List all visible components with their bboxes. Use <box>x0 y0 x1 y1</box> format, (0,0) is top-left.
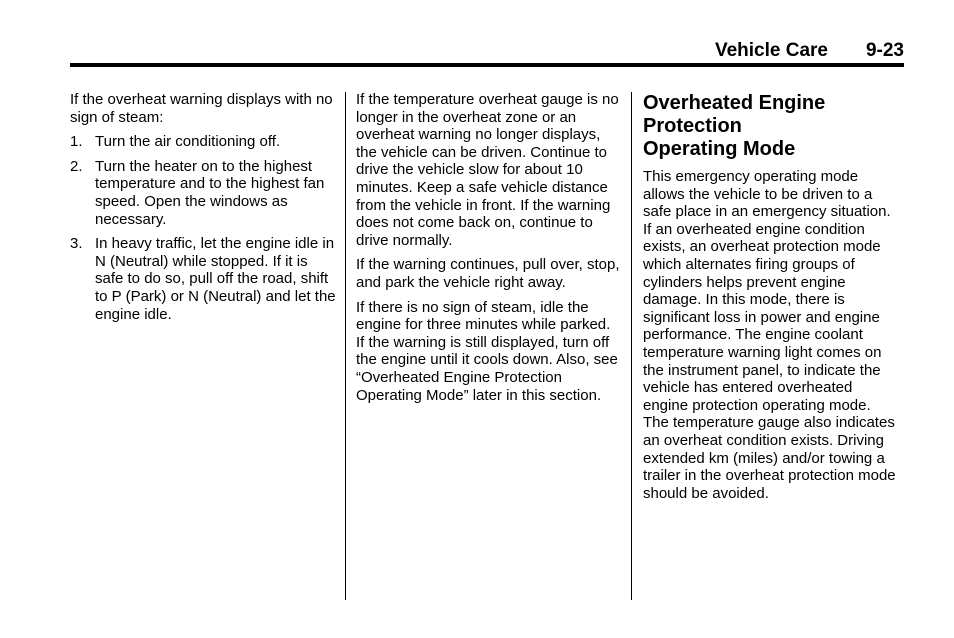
list-item <box>70 235 338 323</box>
page-header <box>70 38 904 64</box>
heading-line: Protection <box>643 115 742 137</box>
steps-list <box>70 133 338 323</box>
step-number: 3. <box>70 235 83 253</box>
paragraph: If there is no sign of steam, idle the engine for three minutes while parked. If the warning is still displayed, turn off the engine until it cools down. Also, see “Overheated Engine Protection Operating Mode” later in this section. <box>356 298 618 404</box>
step-number: 2. <box>70 157 83 175</box>
section-title: Vehicle Care <box>714 40 828 61</box>
list-item <box>70 158 338 228</box>
paragraph: If the temperature overheat gauge is no longer in the overheat zone or an overheat warning no longer displays, the vehicle can be driven. Continue to drive the vehicle slow for about 10 minutes. Keep a safe vehicle distance from the vehicle in front. If the warning does not come back on, continue to drive normally. <box>356 91 619 249</box>
column-divider <box>631 92 632 600</box>
column-right <box>643 91 899 509</box>
step-text: Turn the heater on to the highest temperature and to the highest fan speed. Open the windows as necessary. <box>95 157 325 228</box>
header-rule <box>70 63 904 67</box>
list-item <box>70 133 338 151</box>
column-middle <box>356 91 620 411</box>
step-number: 1. <box>70 133 83 151</box>
heading-line: Overheated Engine <box>643 92 826 114</box>
step-text: In heavy traffic, let the engine idle in N (Neutral) while stopped. If it is safe to do so, pull off the road, shift to P (Park) or N (Neutral) and let the engine idle. <box>95 235 336 323</box>
section-heading <box>643 92 899 161</box>
step-text: Turn the air conditioning off. <box>95 133 281 151</box>
page-number: 9-23 <box>865 40 904 61</box>
column-divider <box>345 92 346 600</box>
intro-paragraph: If the overheat warning displays with no sign of steam: <box>70 91 333 126</box>
paragraph: If the warning continues, pull over, stop, and park the vehicle right away. <box>356 256 620 291</box>
heading-line: Operating Mode <box>643 138 796 160</box>
column-left <box>70 91 338 330</box>
body-paragraph: This emergency operating mode allows the vehicle to be driven to a safe place in an emergency situation. If an overheated engine condition exists, an overheat protection mode which alternates firing groups of cylinders helps prevent engine damage. In this mode, there is significant loss in power and engine performance. The engine coolant temperature warning light comes on the instrument panel, to indicate the vehicle has entered overheated engine protection operating mode. The temperature gauge also indicates an overheat condition exists. Driving extended km (miles) and/or towing a trailer in the overheat protection mode should be avoided. <box>643 168 896 502</box>
